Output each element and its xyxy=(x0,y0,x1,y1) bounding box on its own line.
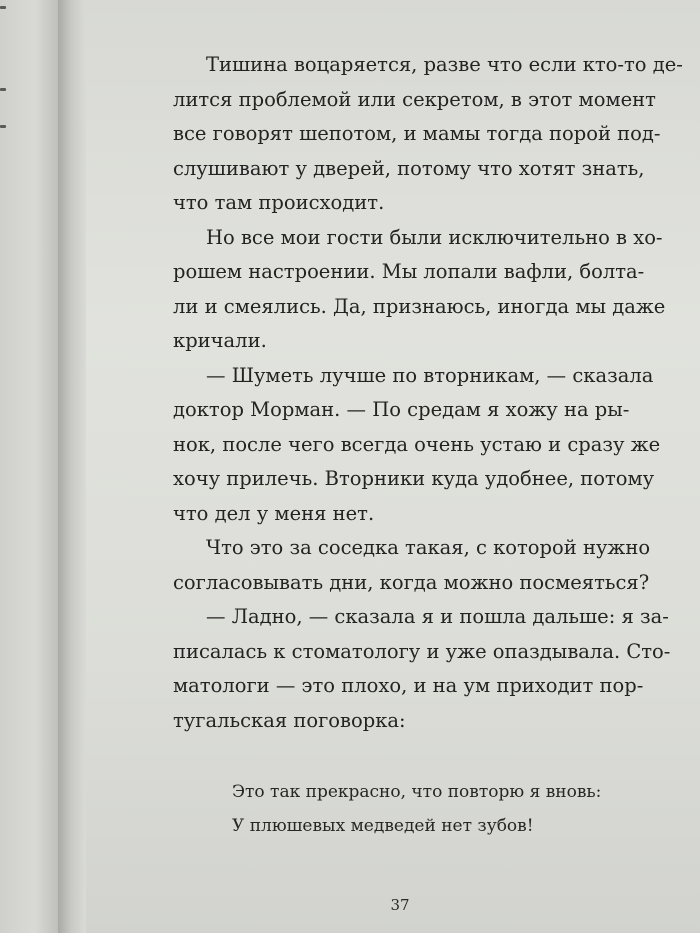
text-line: — Ладно, — сказала я и пошла дальше: я за- xyxy=(206,605,669,628)
body-text xyxy=(173,48,683,738)
text-line: тугальская поговорка: xyxy=(173,708,406,732)
text-line: кричали. xyxy=(173,329,267,352)
text-line: рошем настроении. Мы лопали вафли, болта- xyxy=(173,260,645,283)
page-number: 37 xyxy=(390,896,410,914)
text-line: Но все мои гости были исключительно в хо- xyxy=(206,225,663,249)
left-page-mark xyxy=(0,6,6,9)
text-line: лится проблемой или секретом, в этот момент xyxy=(173,87,656,111)
text-line: доктор Морман. — По средам я хожу на ры- xyxy=(173,398,630,421)
text-line: хочу прилечь. Вторники куда удобнее, потому xyxy=(173,467,655,490)
poem-quote xyxy=(232,775,601,843)
left-page-mark xyxy=(0,88,6,91)
left-page-mark xyxy=(0,125,6,128)
book-gutter xyxy=(58,0,88,933)
left-page-edge xyxy=(0,0,58,933)
text-line: — Шуметь лучше по вторникам, — сказала xyxy=(206,363,654,387)
text-line: слушивают у дверей, потому что хотят знать, xyxy=(173,156,645,180)
text-line: Тишина воцаряется, разве что если кто-то де- xyxy=(206,53,683,76)
text-line: согласовывать дни, когда можно посмеяться? xyxy=(173,570,650,594)
text-line: что там происходит. xyxy=(173,191,385,214)
text-line: ли и смеялись. Да, признаюсь, иногда мы даже xyxy=(173,294,666,318)
text-line: Что это за соседка такая, с которой нужно xyxy=(206,536,651,559)
poem-line: У плюшевых медведей нет зубов! xyxy=(232,816,534,836)
poem-line: Это так прекрасно, что повторю я вновь: xyxy=(232,782,602,802)
text-line: все говорят шепотом, и мамы тогда порой под- xyxy=(173,122,661,145)
text-line: нок, после чего всегда очень устаю и сразу же xyxy=(173,432,661,456)
text-line: что дел у меня нет. xyxy=(173,501,375,525)
text-line: матологи — это плохо, и на ум приходит пор- xyxy=(173,674,644,697)
text-line: писалась к стоматологу и уже опаздывала. Сто- xyxy=(173,639,671,663)
